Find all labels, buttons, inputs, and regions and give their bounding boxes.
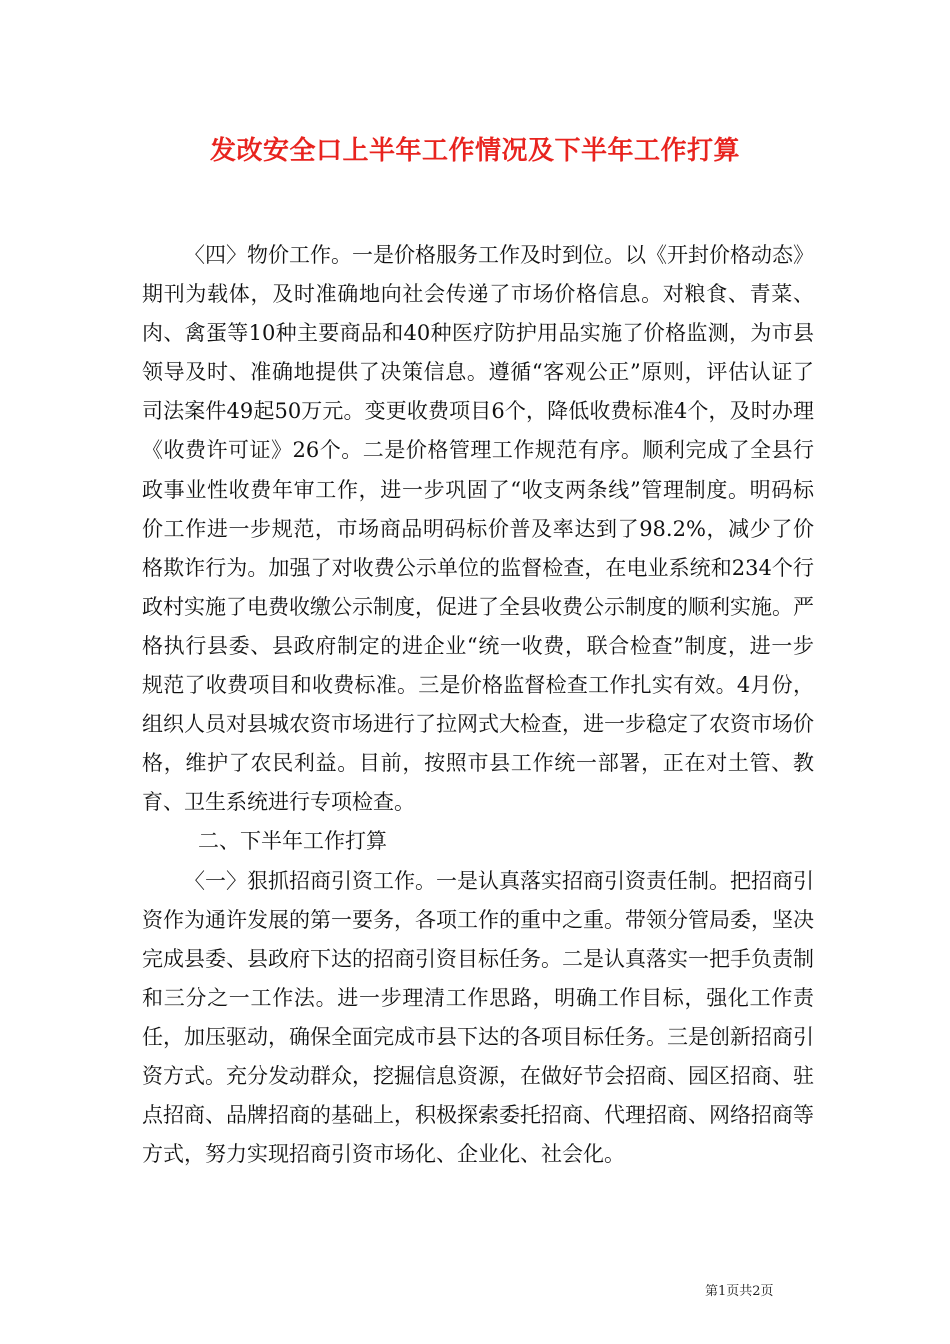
document-title: 发改安全口上半年工作情况及下半年工作打算 <box>209 136 740 166</box>
section-heading-second-half-plan: 二、下半年工作打算 <box>198 829 387 854</box>
page-number-footer: 第1页共2页 <box>705 1284 774 1299</box>
document-body <box>142 236 814 1174</box>
paragraph-investment-attraction: 〈一〉狠抓招商引资工作。一是认真落实招商引资责任制。把招商引资作为通许发展的第一要务，各项工作的重中之重。带领分管局委，坚决完成县委、县政府下达的招商引资目标任务。二是认真落实一把手负责制和三分之一工作法。进一步理清工作思路，明确工作目标，强化工作责任，加压驱动，确保全面完成市县下达的各项目标任务。三是创新招商引资方式。充分发动群众，挖掘信息资源，在做好节会招商、园区招商、驻点招商、品牌招商的基础上，积极探索委托招商、代理招商、网络招商等方式，努力实现招商引资市场化、企业化、社会化。 <box>142 868 814 1167</box>
paragraph-price-work: 〈四〉物价工作。一是价格服务工作及时到位。以《开封价格动态》期刊为载体，及时准确地向社会传递了市场价格信息。对粮食、青菜、肉、禽蛋等10种主要商品和40种医疗防护用品实施了价格监测，为市县领导及时、准确地提供了决策信息。遵循“客观公正”原则，评估认证了司法案件49起50万元。变更收费项目6个，降低收费标准4个，及时办理《收费许可证》26个。二是价格管理工作规范有序。顺利完成了全县行政事业性收费年审工作，进一步巩固了“收支两条线”管理制度。明码标价工作进一步规范，市场商品明码标价普及率达到了98.2%，减少了价格欺诈行为。加强了对收费公示单位的监督检查，在电业系统和234个行政村实施了电费收缴公示制度，促进了全县收费公示制度的顺利实施。严格执行县委、县政府制定的进企业“统一收费，联合检查”制度，进一步规范了收费项目和收费标准。三是价格监督检查工作扎实有效。4月份，组织人员对县城农资市场进行了拉网式大检查，进一步稳定了农资市场价格，维护了农民利益。目前，按照市县工作统一部署，正在对土管、教育、卫生系统进行专项检查。 <box>142 243 814 815</box>
